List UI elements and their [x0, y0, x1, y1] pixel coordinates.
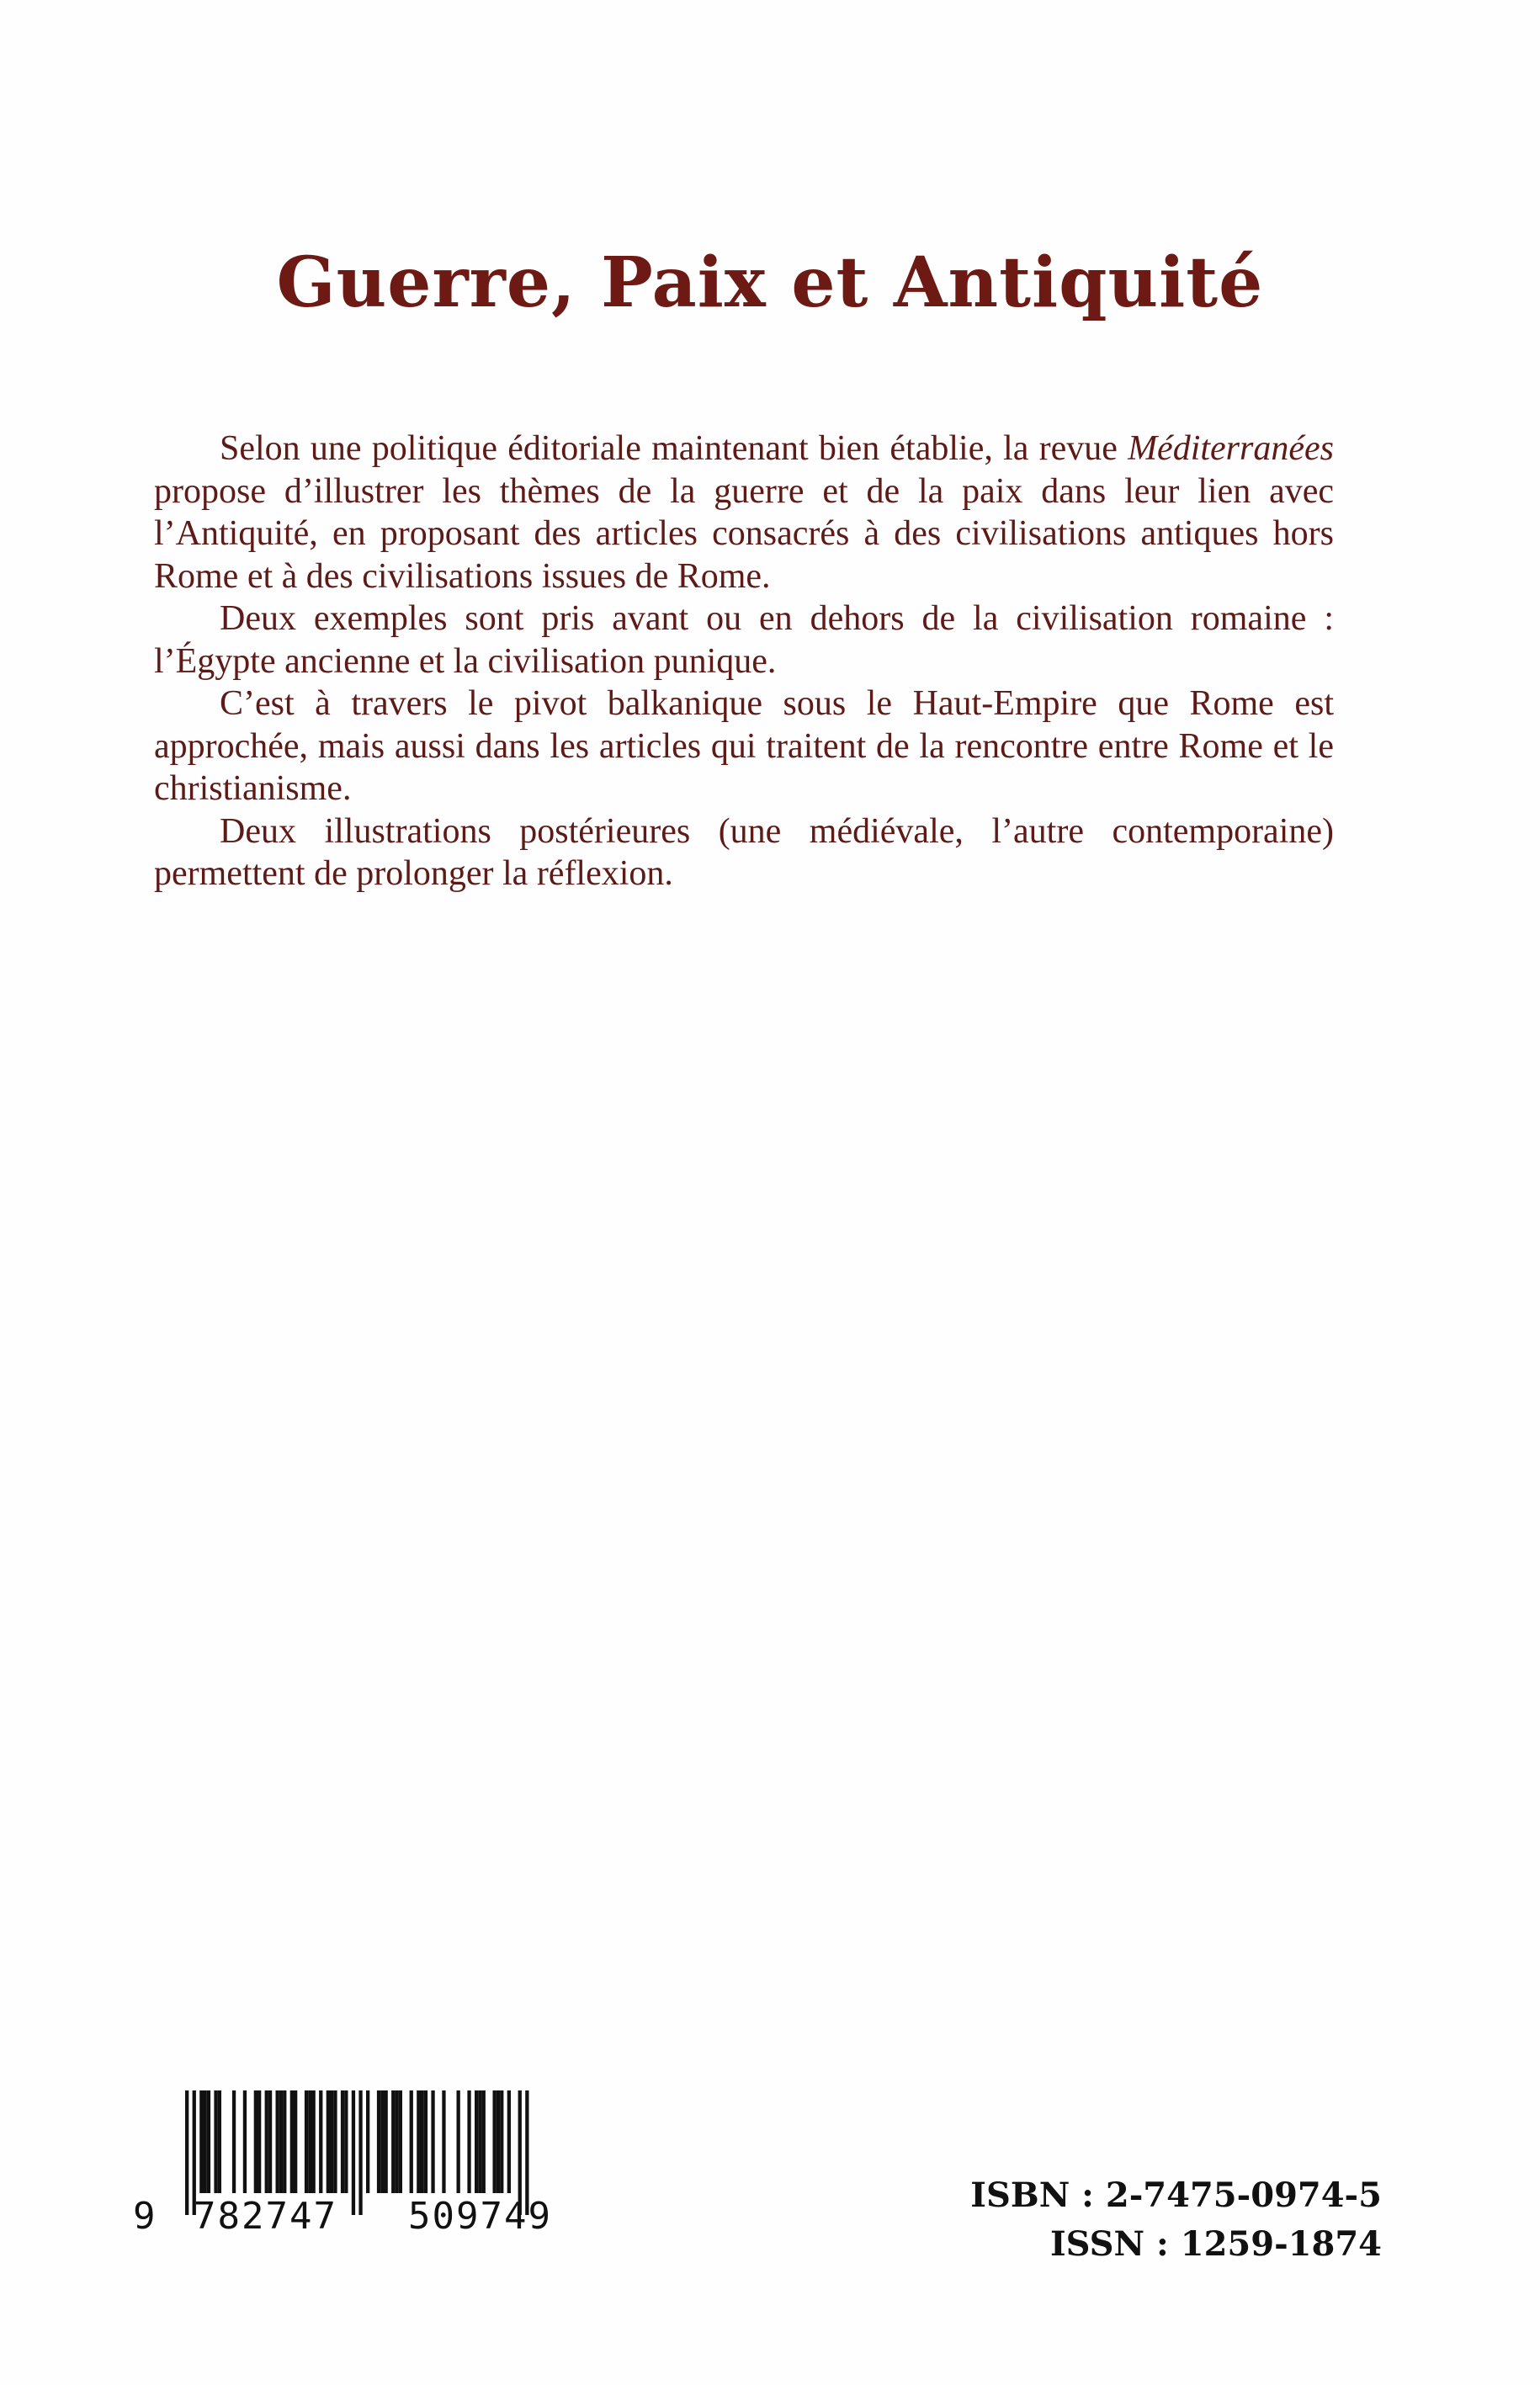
barcode-bar — [482, 2090, 486, 2193]
barcode-bar — [497, 2090, 500, 2193]
barcode-bar — [493, 2090, 497, 2193]
paragraph-2: Deux exemples sont pris avant ou en dehors de la civilisation romaine : l’Égypte ancienne et la civilisation punique. — [154, 599, 1334, 681]
barcode-bar — [507, 2090, 511, 2193]
barcode-bar — [265, 2090, 268, 2193]
barcode-bar — [327, 2090, 330, 2193]
barcode-bar — [358, 2090, 362, 2215]
book-title: Guerre, Paix et Antiquité — [276, 242, 1264, 323]
barcode-bar — [478, 2090, 481, 2193]
barcode-bar — [377, 2090, 380, 2193]
paragraph-1-before: Selon une politique éditoriale maintenant bien établie, la revue — [220, 429, 1128, 468]
barcode-bar — [341, 2090, 344, 2193]
barcode-bar — [305, 2090, 308, 2193]
barcode-bar — [199, 2090, 203, 2193]
journal-name: Méditerranées — [1128, 429, 1334, 468]
barcode-bar — [352, 2090, 355, 2215]
barcode-bar — [290, 2090, 294, 2193]
barcode-bar — [395, 2090, 398, 2193]
paragraph-1-after: propose d’illustrer les thèmes de la guerre et de la paix dans leur lien avec l’Antiquité, en proposant des articles consacrés à des civilisations antiques hors Rome et à des civilisations issues de Rome. — [154, 471, 1334, 596]
isbn: ISBN : 2-7475-0974-5 — [970, 2175, 1382, 2215]
barcode-bar — [268, 2090, 272, 2193]
barcode-bar — [232, 2090, 236, 2193]
barcode-first-digit: 9 — [133, 2195, 156, 2238]
barcode-bar — [283, 2090, 286, 2193]
barcode-right-group: 509749 — [408, 2195, 552, 2238]
blurb — [154, 428, 1334, 895]
barcode-bar — [330, 2090, 333, 2193]
barcode — [126, 2090, 564, 2267]
barcode-bar — [442, 2090, 445, 2193]
barcode-bar — [207, 2090, 210, 2193]
barcode-bar — [467, 2090, 470, 2193]
barcode-bar — [185, 2090, 189, 2215]
barcode-bar — [366, 2090, 369, 2193]
barcode-bar — [333, 2090, 337, 2193]
barcode-bar — [319, 2090, 322, 2193]
barcode-bar — [312, 2090, 316, 2193]
barcode-bar — [410, 2090, 413, 2193]
barcode-bar — [344, 2090, 348, 2193]
barcode-bar — [380, 2090, 384, 2193]
barcode-bar — [421, 2090, 424, 2193]
issn: ISSN : 1259-1874 — [1049, 2224, 1382, 2264]
barcode-bar — [294, 2090, 297, 2193]
paragraph-4: Deux illustrations postérieures (une médiévale, l’autre contemporaine) permettent de prolonger la réflexion. — [154, 811, 1334, 893]
paragraph-1 — [154, 428, 1334, 598]
identifiers — [970, 2171, 1382, 2269]
barcode-bar — [218, 2090, 221, 2193]
barcode-bar — [214, 2090, 217, 2193]
barcode-bar — [457, 2090, 460, 2193]
barcode-bar — [417, 2090, 420, 2193]
barcode-bar — [258, 2090, 261, 2193]
barcode-bar — [385, 2090, 388, 2193]
barcode-bar — [276, 2090, 279, 2193]
barcode-bar — [308, 2090, 311, 2193]
barcode-bar — [500, 2090, 503, 2193]
barcode-left-group: 782747 — [194, 2195, 337, 2238]
barcode-bar — [399, 2090, 402, 2193]
barcode-bar — [279, 2090, 283, 2193]
barcode-bar — [391, 2090, 395, 2193]
barcode-bar — [431, 2090, 434, 2193]
barcode-bar — [424, 2090, 427, 2193]
barcode-bar — [254, 2090, 258, 2193]
paragraph-3: C’est à travers le pivot balkanique sous le Haut-Empire que Rome est approchée, mais aussi dans les articles qui traitent de la rencontre entre Rome et le christianisme. — [154, 684, 1334, 808]
barcode-bar — [475, 2090, 478, 2193]
barcode-bar — [243, 2090, 247, 2193]
barcode-bar — [204, 2090, 207, 2193]
